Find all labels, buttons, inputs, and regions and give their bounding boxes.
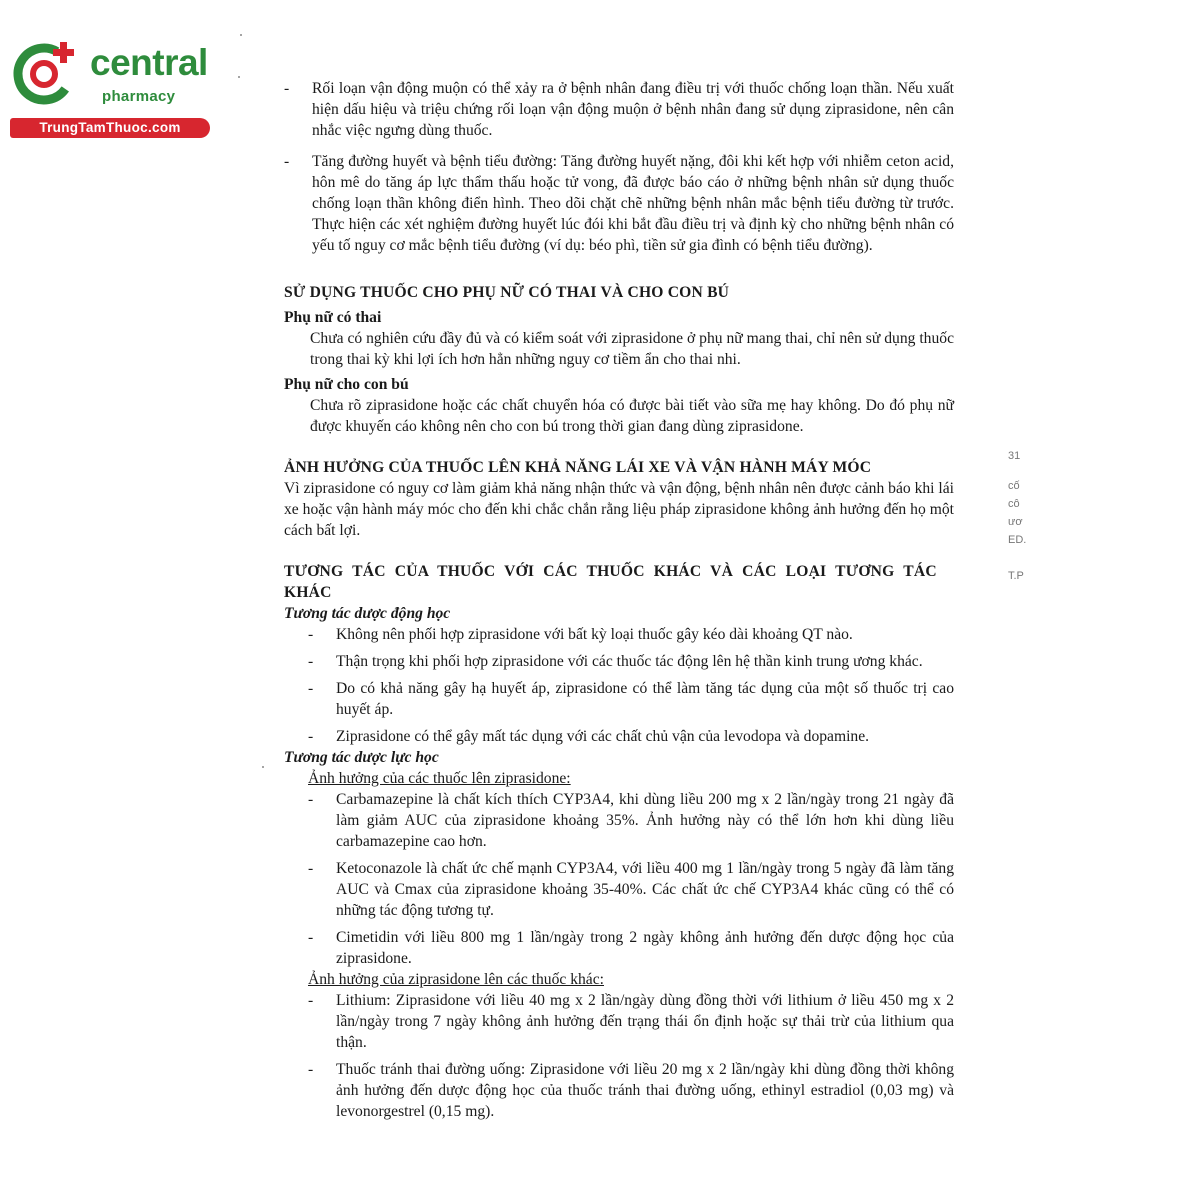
bullet-text: Do có khả năng gây hạ huyết áp, ziprasidone có thể làm tăng tác dụng của một số thuốc trị cao huyết áp. — [336, 680, 954, 718]
list-item — [308, 858, 954, 921]
logo-subtitle: pharmacy — [102, 88, 176, 105]
logo-wordmark: central — [90, 42, 208, 83]
bullet-dash: - — [308, 728, 314, 745]
bullet-text: Thận trọng khi phối hợp ziprasidone với các thuốc tác động lên hệ thần kinh trung ương khác. — [336, 653, 923, 670]
subheading-effects-of-ziprasidone: Ảnh hưởng của ziprasidone lên các thuốc khác: — [308, 971, 604, 988]
bullet-dash: - — [284, 153, 290, 170]
bullet-text: Tăng đường huyết và bệnh tiểu đường: Tăng đường huyết nặng, đôi khi kết hợp với nhiễm ceton acid, hôn mê do tăng áp lực thẩm thấu hoặc tử vong, đã được báo cáo ở những bệnh nhân sử dụng thuốc chống loạn thần không điển hình. Theo dõi chặt chẽ những bệnh nhân mắc bệnh tiểu đường từ trước. Thực hiện các xét nghiệm đường huyết lúc đói khi bắt đầu điều trị và định kỳ cho những bệnh nhân có yếu tố nguy cơ mắc bệnh tiểu đường (ví dụ: béo phì, tiền sử gia đình có bệnh tiểu đường). — [312, 153, 954, 254]
list-item — [308, 726, 954, 747]
bullet-text: Cimetidin với liều 800 mg 1 lần/ngày trong 2 ngày không ảnh hưởng đến dược động học của ziprasidone. — [336, 929, 954, 967]
subheading-breastfeeding: Phụ nữ cho con bú — [284, 376, 409, 393]
list-item — [308, 651, 954, 672]
list-item — [284, 151, 954, 256]
bullet-dash: - — [308, 626, 314, 643]
scan-speck — [262, 766, 264, 768]
bullet-dash: - — [308, 791, 314, 808]
section-heading-driving: ẢNH HƯỞNG CỦA THUỐC LÊN KHẢ NĂNG LÁI XE VÀ VẬN HÀNH MÁY MÓC — [284, 459, 872, 476]
margin-mark: ED. — [1008, 534, 1027, 546]
paragraph-driving: Vì ziprasidone có nguy cơ làm giảm khả năng nhận thức và vận động, bệnh nhân nên được cảnh báo khi lái xe hoặc vận hành máy móc cho đến khi chắc chắn rằng liệu pháp ziprasidone không ảnh hưởng đến họ một cách bất lợi. — [284, 480, 954, 539]
subheading-pharmacokinetic: Tương tác dược động học — [284, 605, 451, 622]
paragraph-pregnant: Chưa có nghiên cứu đầy đủ và có kiểm soát với ziprasidone ở phụ nữ mang thai, chỉ nên sử dụng thuốc trong thai kỳ khi lợi ích hơn hẳn những nguy cơ tiềm ẩn cho thai nhi. — [310, 330, 954, 368]
bullet-text: Không nên phối hợp ziprasidone với bất kỳ loại thuốc gây kéo dài khoảng QT nào. — [336, 626, 853, 643]
bullet-dash: - — [308, 680, 314, 697]
subheading-pregnant: Phụ nữ có thai — [284, 309, 382, 326]
subheading-pharmacodynamic: Tương tác dược lực học — [284, 749, 439, 766]
scan-speck — [240, 34, 242, 36]
bullet-dash: - — [284, 80, 290, 97]
pd-list-2 — [284, 990, 954, 1122]
list-item — [308, 678, 954, 720]
pk-list — [284, 624, 954, 747]
bullet-dash: - — [308, 929, 314, 946]
bullet-dash: - — [308, 992, 314, 1009]
bullet-text: Rối loạn vận động muộn có thể xảy ra ở bệnh nhân đang điều trị với thuốc chống loạn thần. Nếu xuất hiện dấu hiệu và triệu chứng rối loạn vận động muộn ở bệnh nhân đang sử dụng ziprasidone, nên cân nhắc việc ngưng dùng thuốc. — [312, 80, 954, 139]
list-item — [308, 990, 954, 1053]
margin-mark: cố — [1008, 480, 1020, 492]
list-item — [284, 78, 954, 141]
margin-mark: 31 — [1008, 450, 1021, 462]
bullet-dash: - — [308, 1061, 314, 1078]
scan-speck — [238, 76, 240, 78]
subheading-effects-on-ziprasidone: Ảnh hưởng của các thuốc lên ziprasidone: — [308, 770, 571, 787]
logo-site-url[interactable]: TrungTamThuoc.com — [10, 118, 210, 138]
section-heading-interactions: TƯƠNG TÁC CỦA THUỐC VỚI CÁC THUỐC KHÁC VÀ CÁC LOẠI TƯƠNG TÁC KHÁC — [284, 563, 937, 601]
central-logo-icon — [10, 36, 82, 108]
bullet-dash: - — [308, 860, 314, 877]
list-item — [308, 927, 954, 969]
paragraph-breastfeeding: Chưa rõ ziprasidone hoặc các chất chuyển hóa có được bài tiết vào sữa mẹ hay không. Do đó phụ nữ được khuyến cáo không nên cho con bú trong thời gian đang dùng ziprasidone. — [310, 397, 954, 435]
pd-list-1 — [284, 789, 954, 969]
section-heading-pregnancy: SỬ DỤNG THUỐC CHO PHỤ NỮ CÓ THAI VÀ CHO CON BÚ — [284, 284, 730, 301]
list-item — [308, 624, 954, 645]
margin-mark: T.P — [1008, 570, 1024, 582]
list-item — [308, 1059, 954, 1122]
margin-mark: cô — [1008, 498, 1020, 510]
bullet-dash: - — [308, 653, 314, 670]
pharmacy-logo — [10, 36, 220, 140]
bullet-text: Lithium: Ziprasidone với liều 40 mg x 2 lần/ngày dùng đồng thời với lithium ở liều 450 mg x 2 lần/ngày trong 7 ngày không ảnh hưởng đến trạng thái ổn định hoặc sự thải trừ của lithium qua thận. — [336, 992, 954, 1051]
document-body — [284, 78, 954, 1122]
margin-stamp-fragment — [1000, 440, 1040, 590]
margin-mark: ươ — [1008, 516, 1023, 528]
list-item — [308, 789, 954, 852]
bullet-text: Ketoconazole là chất ức chế mạnh CYP3A4, với liều 400 mg 1 lần/ngày trong 5 ngày đã làm tăng AUC và Cmax của ziprasidone khoảng 35-40%. Các chất ức chế CYP3A4 khác cũng có thể có những tác động tương tự. — [336, 860, 954, 919]
bullet-text: Ziprasidone có thể gây mất tác dụng với các chất chủ vận của levodopa và dopamine. — [336, 728, 870, 745]
bullet-text: Carbamazepine là chất kích thích CYP3A4, khi dùng liều 200 mg x 2 lần/ngày trong 21 ngày đã làm giảm AUC của ziprasidone khoảng 35%. Ảnh hưởng này có thể lớn hơn khi dùng liều carbamazepine cao hơn. — [336, 791, 954, 850]
bullet-text: Thuốc tránh thai đường uống: Ziprasidone với liều 20 mg x 2 lần/ngày khi dùng đồng thời không ảnh hưởng đến dược động học của thuốc tránh thai đường uống, ethinyl estradiol (0,03 mg) và levonorgestrel (0,15 mg). — [336, 1061, 954, 1120]
